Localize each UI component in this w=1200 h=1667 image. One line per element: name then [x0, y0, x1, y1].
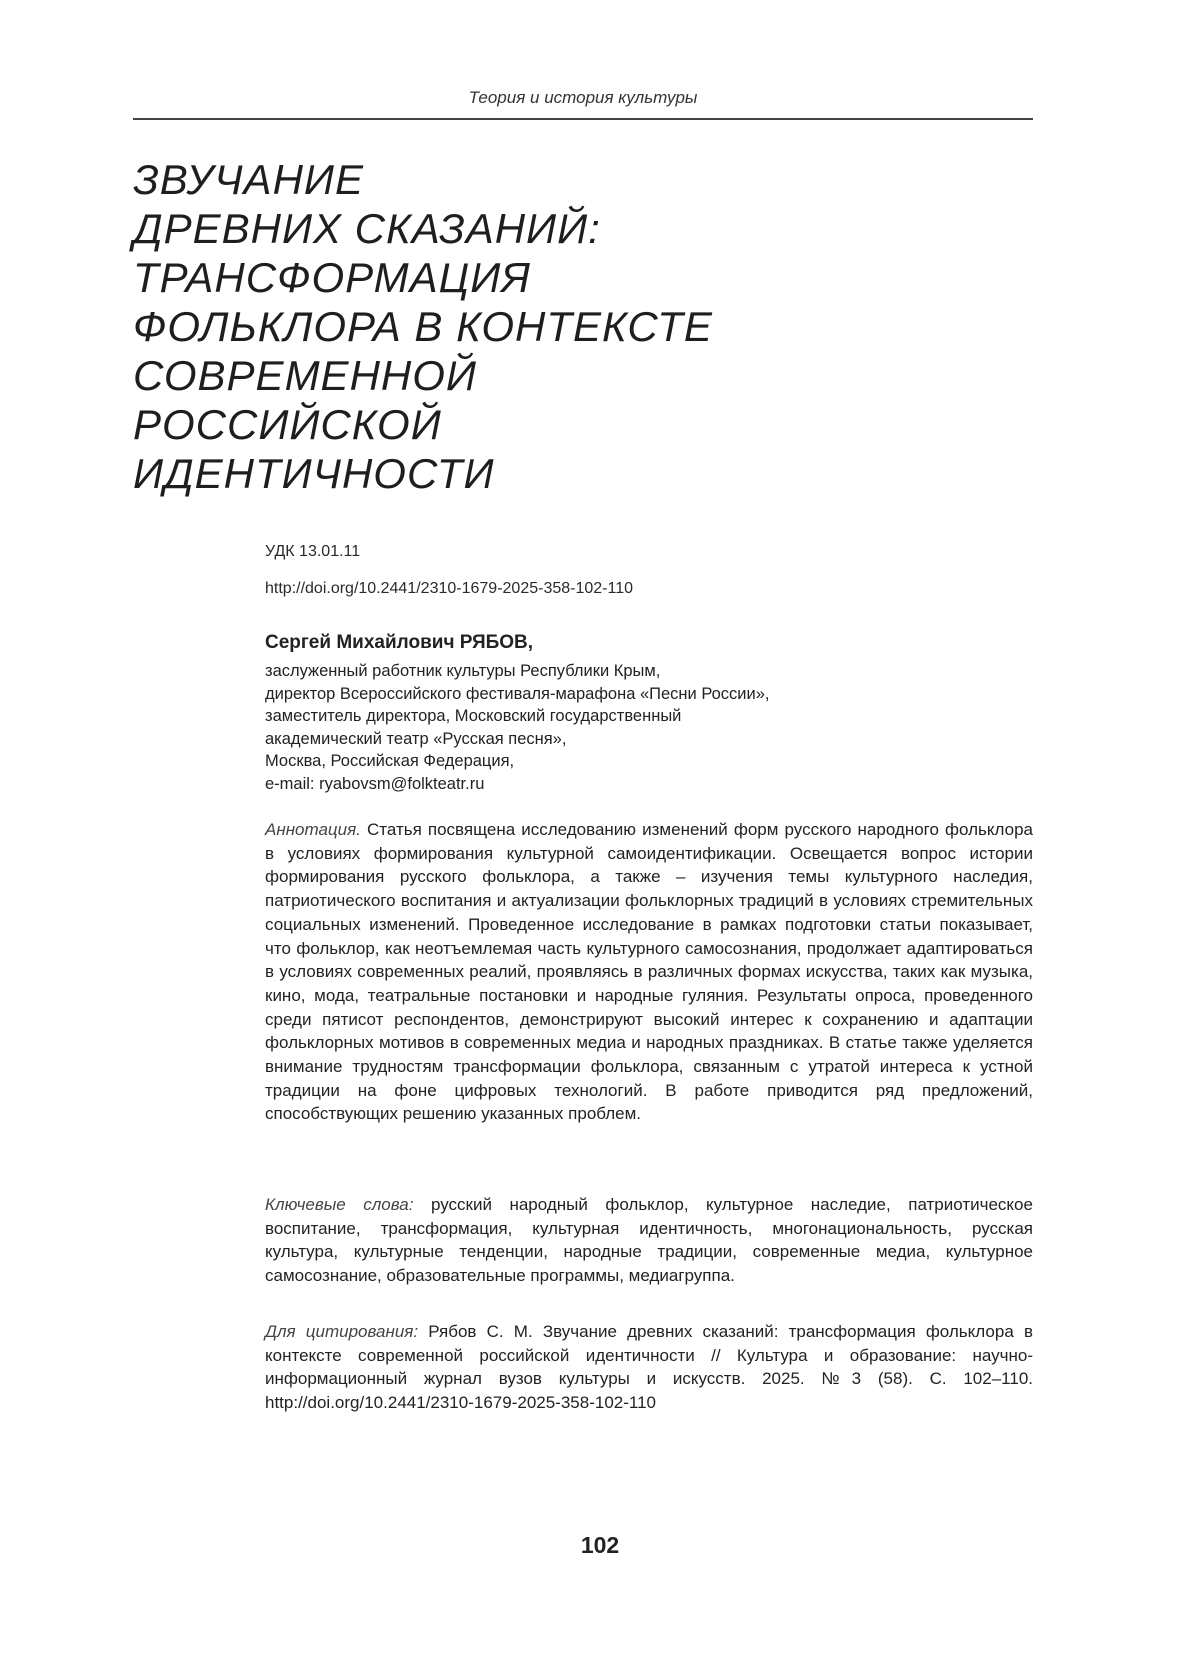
title-line: ТРАНСФОРМАЦИЯ — [133, 254, 531, 301]
doi-link[interactable]: http://doi.org/10.2441/2310-1679-2025-358-102-110 — [265, 580, 633, 597]
citation-label: Для цитирования: — [265, 1322, 419, 1341]
title-line: ФОЛЬКЛОРА В КОНТЕКСТЕ — [133, 303, 713, 350]
citation-text: Рябов С. М. Звучание древних сказаний: трансформация фольклора в контексте современной российской идентичности // Культура и образование: научно-информационный журнал вузов культуры и искусств. 2025. №3 (58). С. 102–110. http://doi.org/10.2441/2310-1679-2025-358-102-110 — [265, 1322, 1033, 1413]
udk-code: УДК 13.01.11 — [265, 543, 361, 560]
affiliation-line: академический театр «Русская песня», — [265, 729, 567, 748]
author-affiliation — [265, 660, 1025, 795]
affiliation-line: заслуженный работник культуры Республики Крым, — [265, 662, 661, 680]
title-line: РОССИЙСКОЙ — [133, 401, 442, 448]
page-number: 102 — [580, 1532, 620, 1558]
abstract-text: Статья посвящена исследованию изменений форм русского народного фольклора в условиях формирования культурной самоидентификации. Освещается вопрос истории формирования русского фольклора, а также – изучения темы культурного наследия, патриотического воспитания и актуализации фольклорных традиций в условиях стремительных социальных изменений. Проведенное исследование в рамках подготовки статьи показывает, что фольклор, как неотъемлемая часть культурного самосознания, продолжает адаптироваться в условиях современных реалий, проявляясь в различных формах искусства, таких как музыка, кино, мода, театральные постановки и народные гуляния. Результаты опроса, проведенного среди пятисот респондентов, демонстрируют высокий интерес к сохранению и адаптации фольклорных мотивов в современных медиа и народных праздниках. В статье также уделяется внимание трудностям трансформации фольклора, связанным с утратой интереса к устной традиции на фоне цифровых технологий. В работе приводится ряд предложений, способствующих решению указанных проблем. — [265, 820, 1033, 1124]
title-line: ИДЕНТИЧНОСТИ — [133, 450, 495, 497]
keywords-text: русский народный фольклор, культурное наследие, патриотическое воспитание, трансформация, культурная идентичность, многонациональность, русская культура, культурные тенденции, народные традиции, современные медиа, культурное самосознание, образовательные программы, медиагруппа. — [265, 1195, 1033, 1286]
title-line: ЗВУЧАНИЕ — [133, 156, 364, 203]
affiliation-line: директор Всероссийского фестиваля-марафона «Песни России», — [265, 684, 770, 703]
affiliation-line: Москва, Российская Федерация, — [265, 752, 515, 770]
title-line: ДРЕВНИХ СКАЗАНИЙ: — [133, 205, 601, 252]
affiliation-line: заместитель директора, Московский государственный — [265, 707, 682, 725]
citation — [265, 1320, 1033, 1415]
author-email[interactable]: e-mail: ryabovsm@folkteatr.ru — [265, 774, 485, 793]
title-line: СОВРЕМЕННОЙ — [133, 352, 477, 399]
keywords-label: Ключевые слова: — [265, 1195, 414, 1214]
author-block — [265, 632, 1025, 795]
author-name: Сергей Михайлович РЯБОВ, — [265, 632, 534, 653]
running-head: Теория и история культуры — [468, 88, 698, 107]
header-divider — [133, 118, 1033, 120]
abstract — [265, 818, 1033, 1126]
keywords — [265, 1193, 1033, 1288]
abstract-label: Аннотация. — [265, 820, 361, 839]
article-title — [133, 155, 893, 498]
